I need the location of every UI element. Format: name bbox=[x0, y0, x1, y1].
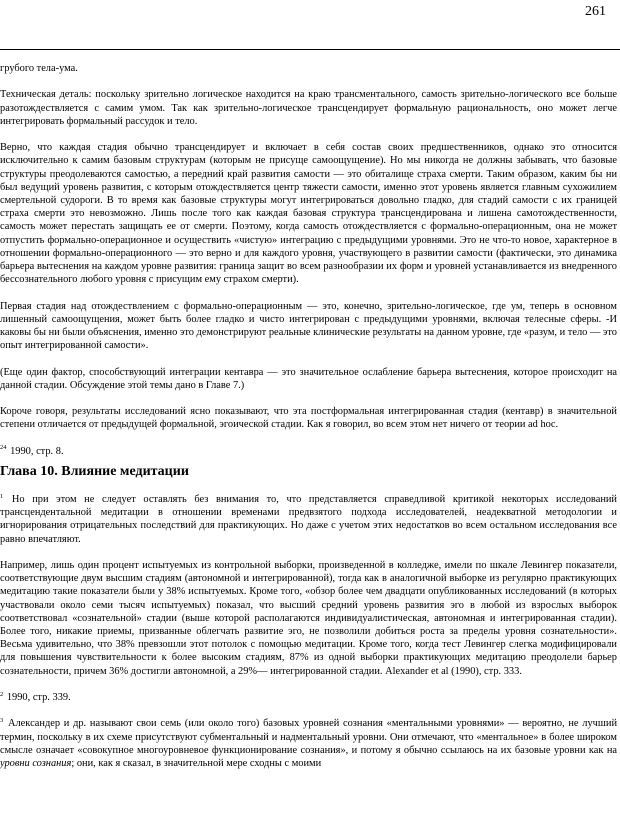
header-rule bbox=[0, 49, 620, 50]
paragraph-6: Короче говоря, результаты исследований ясно показывают, что эта постформальная интегрированная стадия (кентавр) в значительной степени отличается от предыдущей формальной, эгоической стадии. Как я говорил, во всем этом нет ничего от теории ad hoc. bbox=[0, 406, 617, 431]
footnote-2-text: 1990, стр. 339. bbox=[4, 692, 71, 704]
footnote-3-italic: уровни сознания bbox=[0, 758, 72, 770]
footnote-3-text-a: Александер и др. называют свои семь (или около того) базовых уровней сознания «ментальными уровнями» — вероятно, не лучший термин, поскольку в их схеме присутствуют субментальный и надментальный уровни. Они отмечают, что «ментальное» в более широком смысле означает «совокупное многоуровневое функционирование сознания», и потому я обычно ссылаюсь на их базовые уровни как на bbox=[0, 718, 617, 756]
paragraph-2: Техническая деталь: поскольку зрительно логическое находится на краю трансментального, самость зрительно-логического все больше разотождествляется с самим умом. Так как зрительно-логическое трансцендирует формальную рациональность, оно может легче интегрировать формальный рассудок и тело. bbox=[0, 89, 617, 127]
footnote-1-text: Но при этом не следует оставлять без внимания то, что представляется справедливой критикой некоторых исследований трансцендентальной медитации в отношении временами предвзятого подхода исследователей, неадекватной методологии и игнорирования отрицательных последствий для практикующих. Но даже с учетом этих недостатков во всем остальном исследования все равно впечатляют. bbox=[0, 494, 617, 545]
paragraph-1: грубого тела-ума. bbox=[0, 63, 78, 74]
footnote-3-text-b: ; они, как я сказал, в значительной мере сходны с моими bbox=[71, 758, 322, 770]
footnote-3 bbox=[0, 717, 617, 770]
chapter-heading: Глава 10. Влияние медитации bbox=[0, 464, 189, 479]
paragraph-7: Например, лишь один процент испытуемых из контрольной выборки, произведенной в колледже, имели по шкале Левингер показатели, соответствующие двум высшим стадиям (автономной и интегрированной), тогда как в аналогичной выборке из регулярно практикующих медитацию такие показатели были у 38% испытуемых. Кроме того, «обзор более чем двадцати опубликованных исследований (в которых участвовали около семи тысяч испытуемых) показал, что высший средний уровень развития эго в любой из взрослых выборок соответствовал «сознательной» стадии (выше которой располагаются индивидуалистическая, автономная и интегрированная стадии). Более того, никакие приемы, призванные облегчать развитие эго, не позволили добиться роста за пределы уровня сознательности». Весьма удивительно, что 38% превзошли этот потолок с помощью медитации. Кроме того, когда тест Левингер слегка модифицировали для повышения чувствительности к более высоким стадиям, 87% из одной выборки практикующих медитацию преодолели барьер сознательности, причем 36% достигли автономной, а 29%— интегрированной стадии. Alexander et al (1990), стр. 333. bbox=[0, 560, 617, 677]
footnote-1-marker: 1 bbox=[0, 492, 4, 500]
footnote-24-marker: 24 bbox=[0, 444, 7, 452]
paragraph-4: Первая стадия над отождествлением с формально-операционным — это, конечно, зрительно-логическое, где ум, теперь в основном лишенный самоощущения, может быть более гладко и чисто интегрирован с предыдущими уровнями, включая телесные сферы. -И каковы бы ни были объяснения, именно это демонстрируют реальные клинические результаты на данном уровне, где «разум, и тело — это опыт интегрированной самости». bbox=[0, 300, 617, 352]
footnote-1 bbox=[0, 493, 617, 546]
footnote-24 bbox=[0, 445, 617, 458]
paragraph-5: (Еще один фактор, способствующий интеграции кентавра — это значительное ослабление барьера вытеснения, которое происходит на данной стадии. Обсуждение этой темы дано в Главе 7.) bbox=[0, 366, 617, 391]
page-body bbox=[0, 62, 617, 783]
footnote-2-marker: 2 bbox=[0, 690, 4, 698]
footnote-2 bbox=[0, 691, 617, 704]
page-number: 261 bbox=[585, 4, 606, 19]
paragraph-3: Верно, что каждая стадия обычно трансцендирует и включает в себя состав своих предшественников, однако это относится исключительно к самим базовым структурам (которым не присуще самоощущение). Но мы никогда не должны забывать, что базовые структуры преодолеваются самостью, а передний край развития самости — это обиталище страха смерти. Таким образом, каким бы ни был ведущий уровень развития, с которым отождествляется центр тяжести самости, именно этот уровень является главным сухожилием смертельной судороги. В то время как базовые структуры могут интегрироваться довольно гладко, для стадий самости с их границей страха смерти это невозможно. Лишь после того как каждая базовая структура трансцендирована и лишена самотождественности, самость может перестать защищать ее от смерти. Поэтому, когда самость отождествляется с формально-операционным, она не может отпустить формально-операционное и осуществить «чистую» интеграцию с предыдущими уровнями. Это не что-то новое, характерное в отношении формально-операционного — это верно и для каждого уровня, участвующего в развитии самости (фактически, это динамика барьера вытеснения на каждом уровне развития: граница защит во всем разнообразии их форм и уровней устанавливается из внедренного бессознательного любого уровня с присущим ему страхом смерти). bbox=[0, 142, 617, 286]
footnote-24-text: 1990, стр. 8. bbox=[7, 445, 64, 457]
footnote-3-marker: 3 bbox=[0, 716, 4, 724]
